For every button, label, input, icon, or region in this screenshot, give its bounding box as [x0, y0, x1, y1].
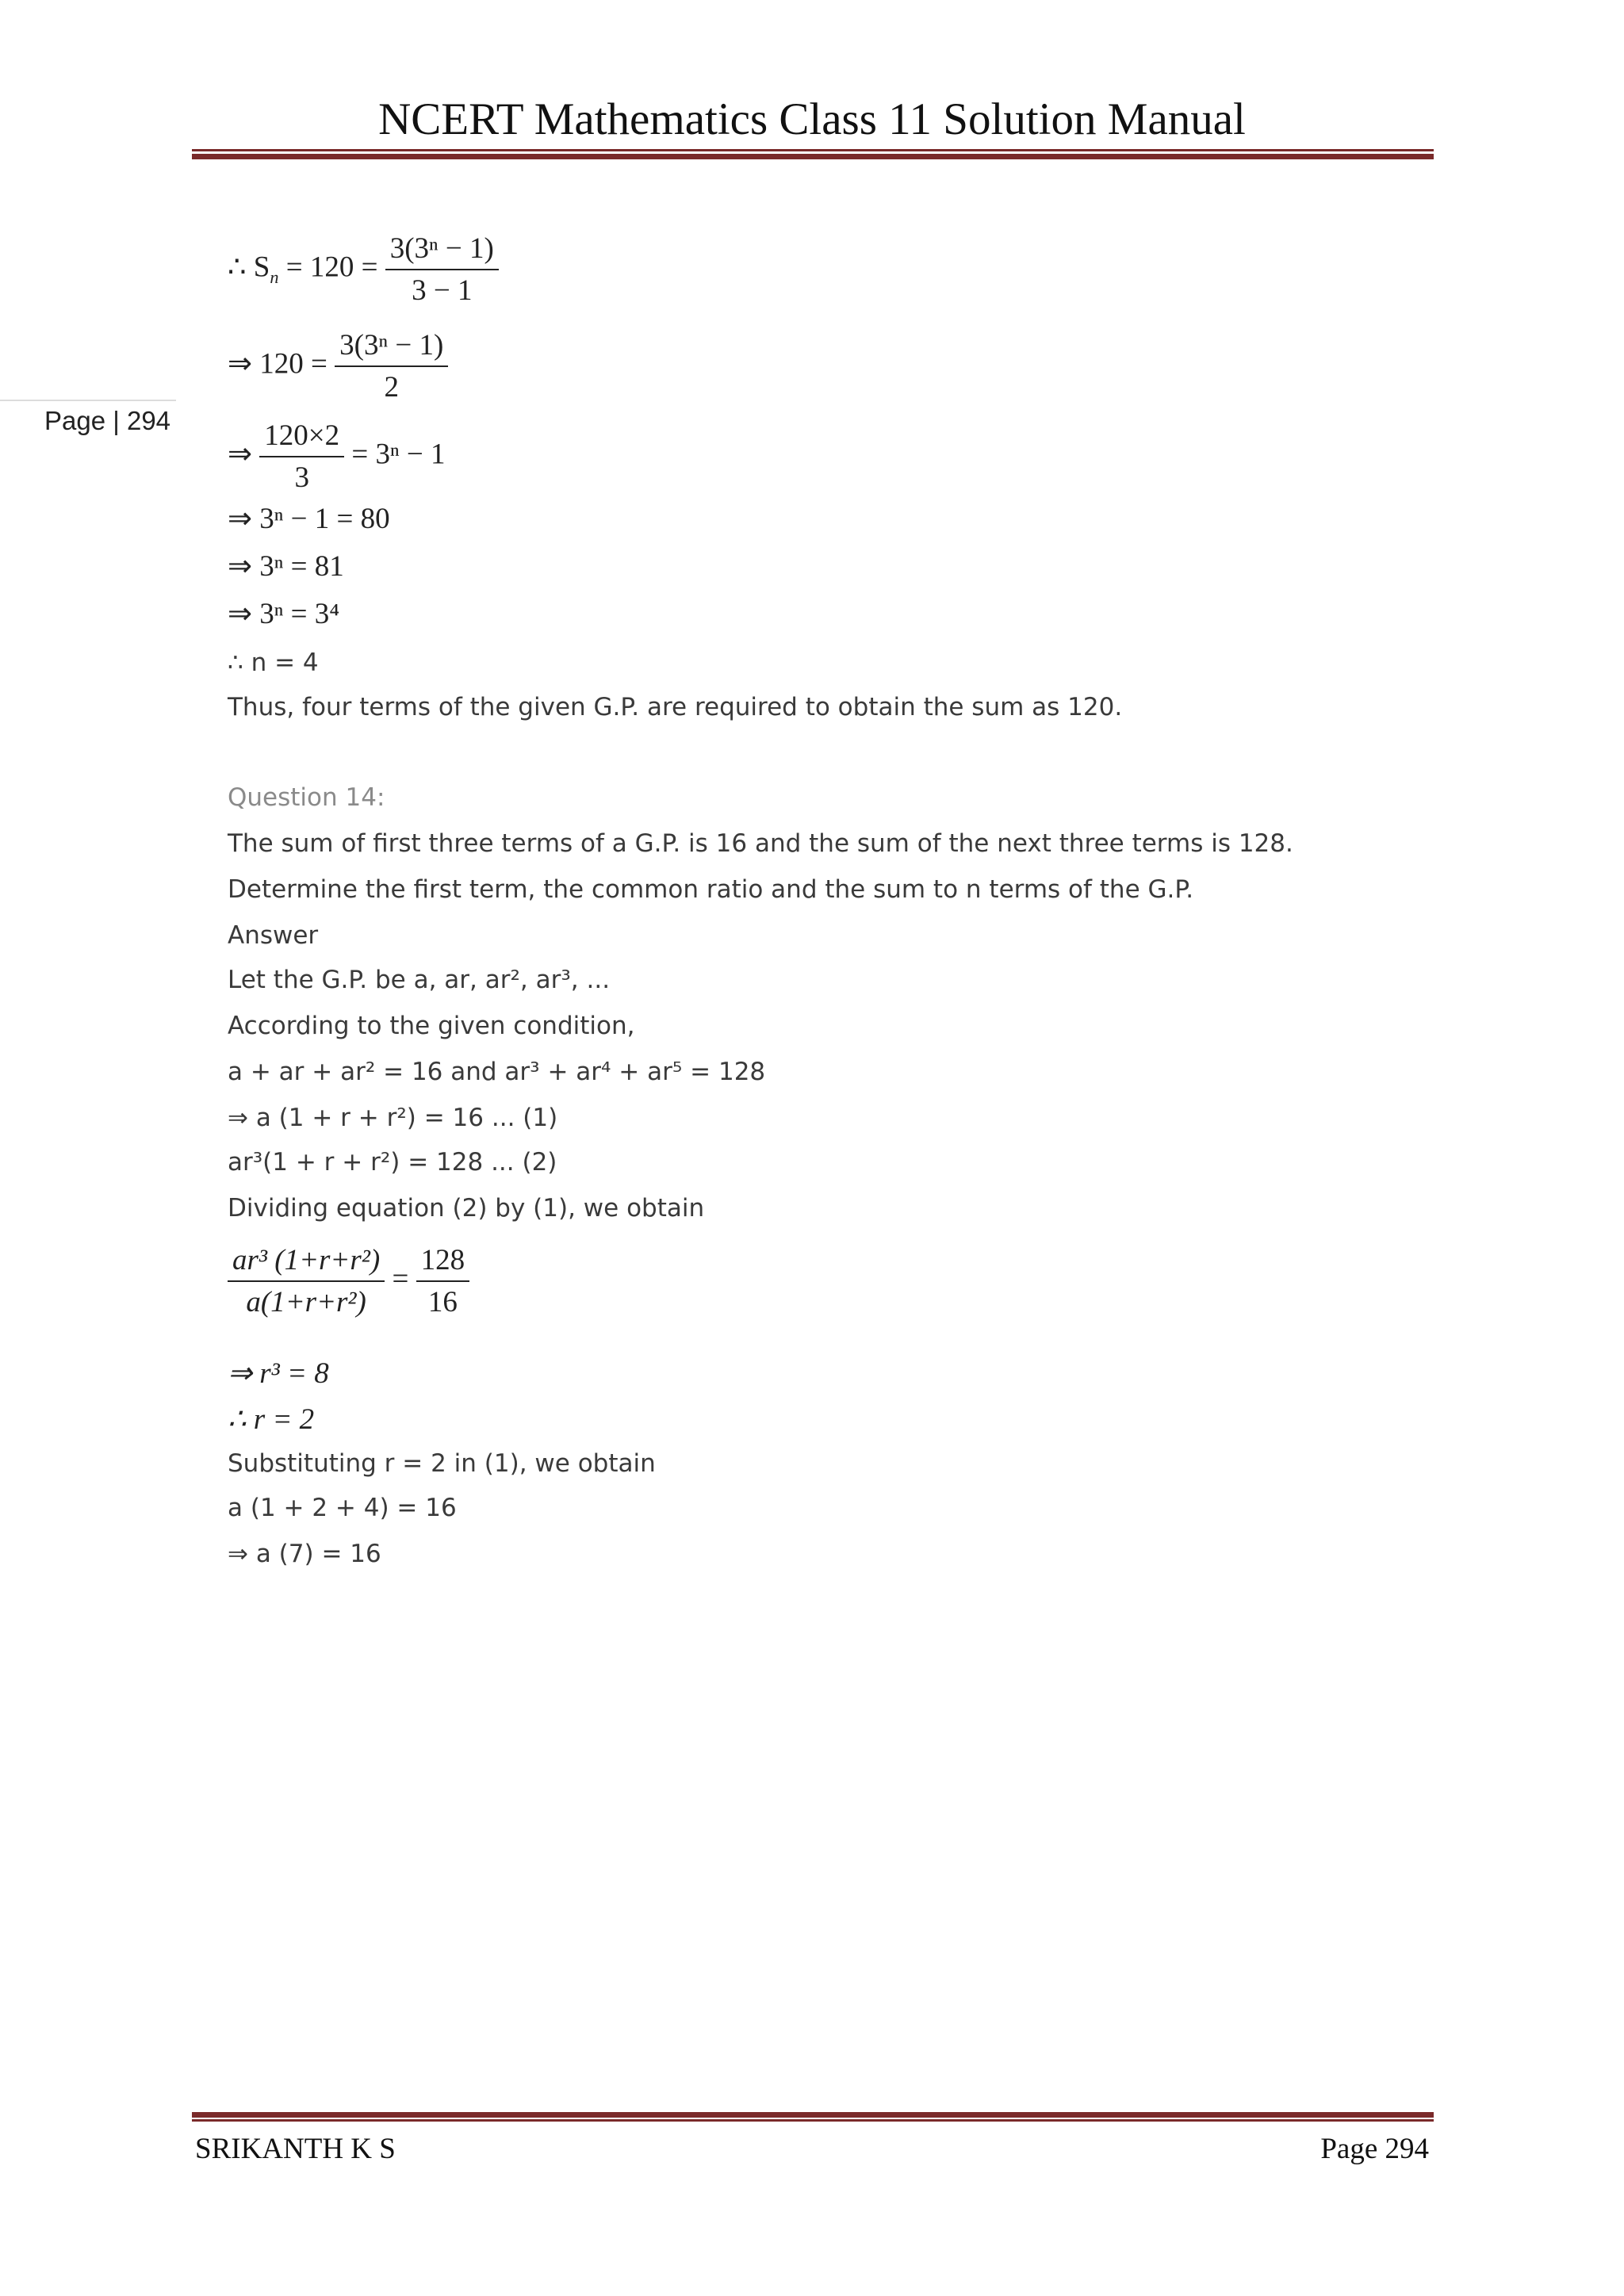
answer-line-7: ⇒ r³ = 8: [228, 1357, 329, 1390]
question-text-1: The sum of first three terms of a G.P. is 16 and the sum of the next three terms is 128.: [228, 829, 1293, 858]
eq-line-2: ⇒ 120 = $\frac{\text{3(3ⁿ − 1)}}{2}$: [228, 328, 448, 404]
fraction-lhs: $\frac{\text{ar³ (1+r+r²)}}{\text{a(1+r+r²)}}$: [228, 1243, 385, 1319]
page-header-title: NCERT Mathematics Class 11 Solution Manual: [378, 94, 1246, 144]
conclusion-text: Thus, four terms of the given G.P. are required to obtain the sum as 120.: [228, 693, 1123, 721]
fraction-rhs: $\frac{128}{16}$: [416, 1243, 470, 1319]
footer-rule-thin: [192, 2119, 1434, 2122]
eq-line-6: ⇒ 3ⁿ = 3⁴: [228, 598, 340, 630]
answer-line-9: Substituting r = 2 in (1), we obtain: [228, 1449, 656, 1478]
answer-line-6: Dividing equation (2) by (1), we obtain: [228, 1194, 705, 1223]
answer-line-1: Let the G.P. be a, ar, ar², ar³, ...: [228, 966, 611, 994]
side-page-tab-line: [0, 400, 176, 401]
footer-page-number: Page 294: [1320, 2133, 1429, 2165]
answer-line-10: a (1 + 2 + 4) = 16: [228, 1494, 457, 1522]
footer-rule-thick: [192, 2112, 1434, 2118]
fraction: $\frac{\text{3(3ⁿ − 1)}}{3 - 1}$: [385, 232, 499, 308]
answer-line-2: According to the given condition,: [228, 1012, 635, 1040]
answer-line-3: a + ar + ar² = 16 and ar³ + ar⁴ + ar⁵ = 128: [228, 1058, 766, 1086]
question-text-2: Determine the first term, the common ratio and the sum to n terms of the G.P.: [228, 875, 1194, 904]
header-rule-thick: [192, 154, 1434, 159]
eq-line-7: ∴ n = 4: [228, 649, 319, 677]
division-equation: $\frac{\text{ar³ (1+r+r²)}}{\text{a(1+r+r²)}}$ = $\frac{128}{16}$: [228, 1243, 469, 1319]
fraction: $\frac{120\times 2}{3}$: [259, 419, 344, 495]
header-rule-thin: [192, 149, 1434, 151]
answer-line-4: ⇒ a (1 + r + r²) = 16 ... (1): [228, 1104, 558, 1132]
answer-line-5: ar³(1 + r + r²) = 128 ... (2): [228, 1148, 557, 1177]
eq-line-5: ⇒ 3ⁿ = 81: [228, 550, 344, 583]
answer-label: Answer: [228, 921, 319, 950]
answer-line-8: ∴ r = 2: [228, 1403, 315, 1436]
eq-line-3: ⇒ $\frac{120\times 2}{3}$ = 3ⁿ − 1: [228, 419, 446, 494]
eq-line-4: ⇒ 3ⁿ − 1 = 80: [228, 503, 390, 535]
question-heading: Question 14:: [228, 783, 385, 812]
answer-line-11: ⇒ a (7) = 16: [228, 1540, 381, 1568]
footer-author: SRIKANTH K S: [195, 2133, 396, 2165]
eq-sum-line: ∴ $S_n = 120$ = $\frac{\text{3(3ⁿ − 1)}}{3 - 1}$: [228, 232, 499, 308]
fraction: $\frac{\text{3(3ⁿ − 1)}}{2}$: [335, 328, 448, 404]
side-page-tab: Page | 294: [44, 406, 171, 435]
